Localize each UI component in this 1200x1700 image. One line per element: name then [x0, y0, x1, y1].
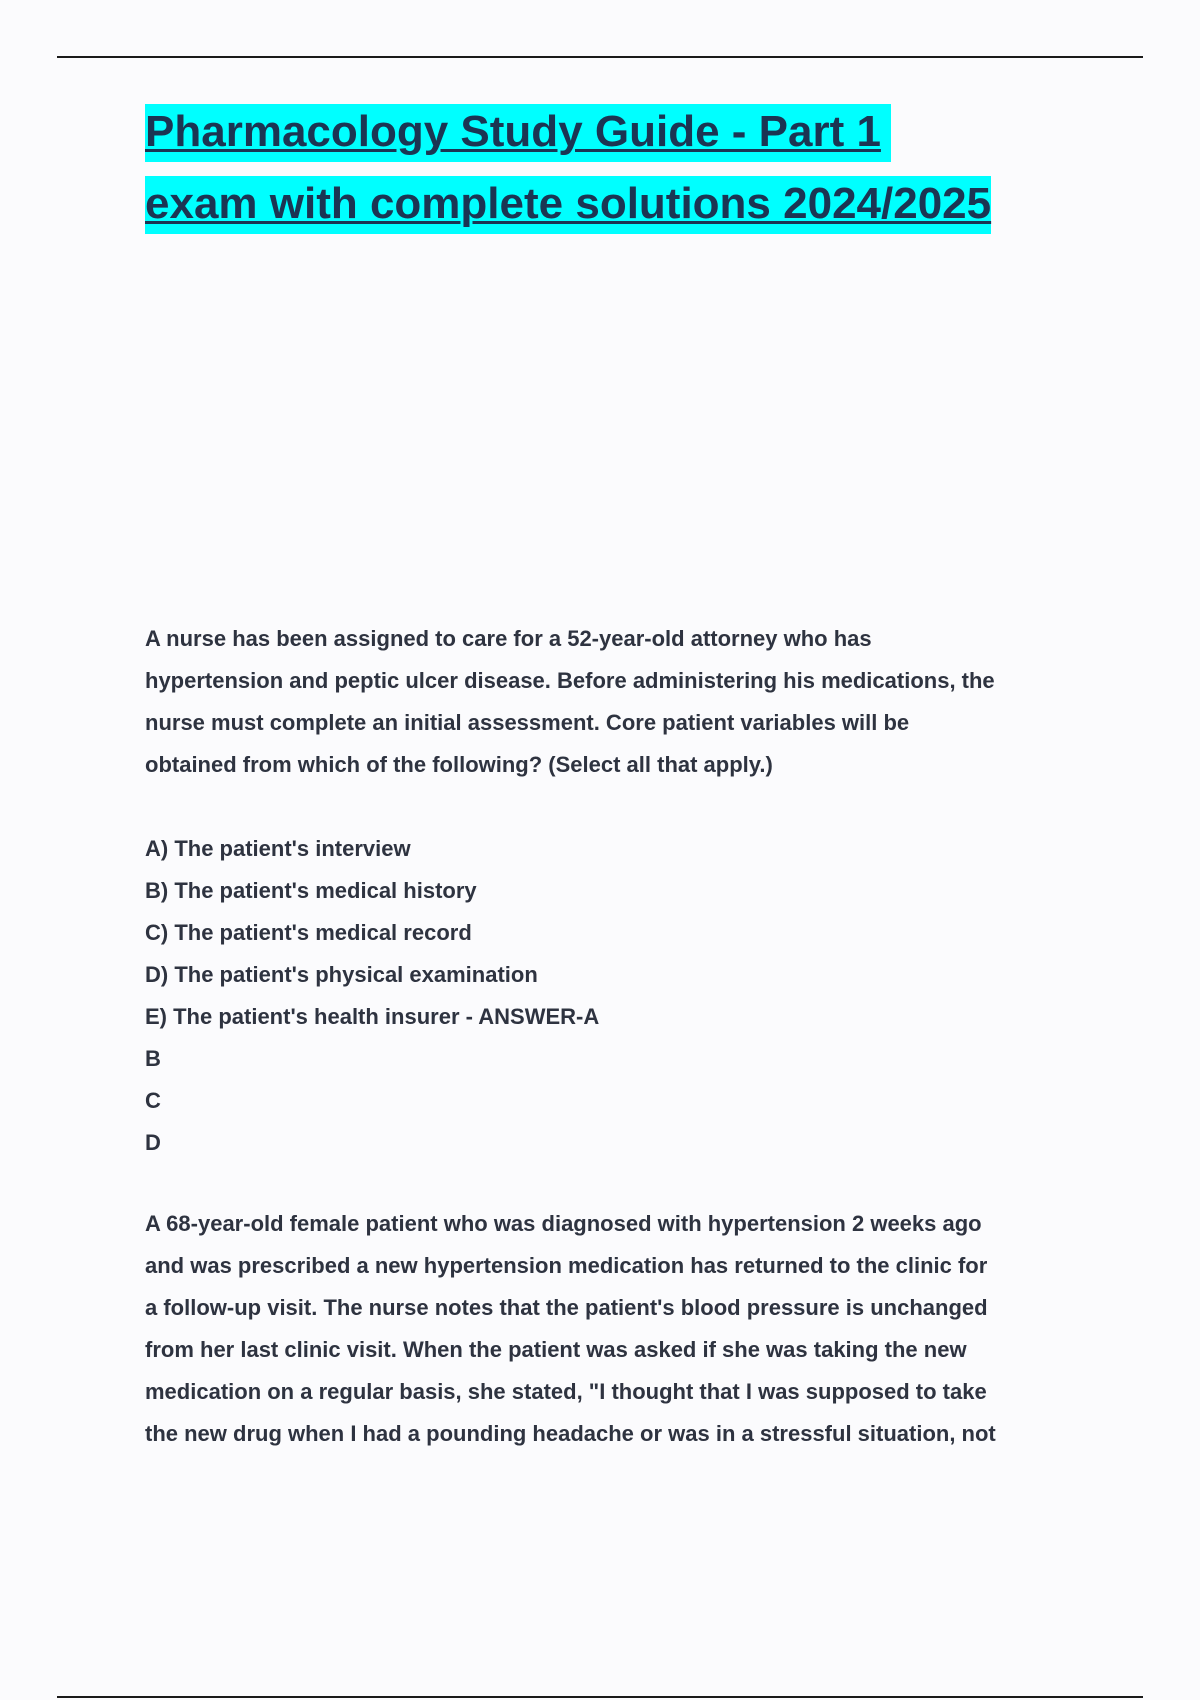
question-1-line: obtained from which of the following? (Select all that apply.) [145, 752, 773, 777]
question-2-line: medication on a regular basis, she stated, "I thought that I was supposed to take [145, 1379, 987, 1404]
question-2-line: a follow-up visit. The nurse notes that the patient's blood pressure is unchanged [145, 1295, 988, 1320]
answer-line: D [145, 1130, 161, 1155]
option-b: B) The patient's medical history [145, 878, 477, 903]
question-2-line: from her last clinic visit. When the patient was asked if she was taking the new [145, 1337, 967, 1362]
question-1-options [145, 828, 1085, 1164]
option-c: C) The patient's medical record [145, 920, 472, 945]
option-d: D) The patient's physical examination [145, 962, 538, 987]
title-line-1: Pharmacology Study Guide - Part 1 [145, 104, 891, 162]
question-2-line: A 68-year-old female patient who was diagnosed with hypertension 2 weeks ago [145, 1211, 982, 1236]
question-1-line: A nurse has been assigned to care for a 52-year-old attorney who has [145, 626, 872, 651]
question-2-line: and was prescribed a new hypertension medication has returned to the clinic for [145, 1253, 988, 1278]
question-2-stem [145, 1203, 1085, 1455]
question-1-line: nurse must complete an initial assessment. Core patient variables will be [145, 710, 910, 735]
top-rule [57, 56, 1143, 58]
question-1-line: hypertension and peptic ulcer disease. Before administering his medications, the [145, 668, 995, 693]
answer-line: B [145, 1046, 161, 1071]
option-a: A) The patient's interview [145, 836, 411, 861]
bottom-rule [57, 1696, 1143, 1698]
question-1-stem [145, 618, 1085, 786]
title-line-2: exam with complete solutions 2024/2025 [145, 176, 991, 234]
question-2-line: the new drug when I had a pounding headache or was in a stressful situation, not [145, 1421, 996, 1446]
answer-line: C [145, 1088, 161, 1113]
option-e-with-answer: E) The patient's health insurer - ANSWER-A [145, 1004, 600, 1029]
